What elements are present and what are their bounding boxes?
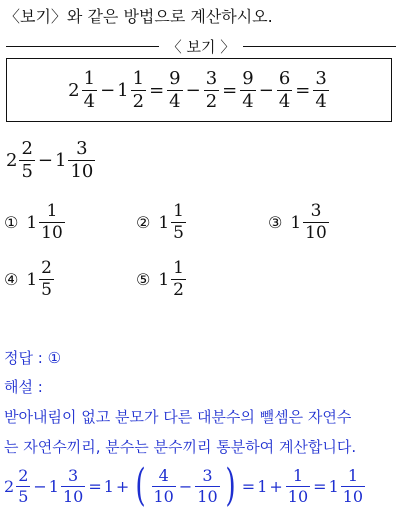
whole-number: 1 [26,269,38,290]
solution-expression [4,460,366,511]
fraction: $\frac{3}{10}$ [197,465,218,506]
minus-sign: − [33,476,47,496]
choice-number: ④ [4,270,19,289]
left-parenthesis: ( [135,460,147,511]
choice-3[interactable] [268,203,330,242]
label-rule-right [243,46,396,47]
fraction: 2 5 [18,465,29,506]
minus-sign: − [258,79,274,101]
fraction: 3 10 [305,201,327,243]
whole-number: 2 [4,476,15,496]
whole-number: 2 [68,79,80,101]
fraction: 1 5 [173,201,184,243]
fraction: $\frac{3}{2}$ [205,67,218,112]
whole-number: 2 [6,150,18,171]
whole-number: 1 [328,476,339,496]
example-box-label [0,36,400,57]
whole-number: 1 [290,212,302,233]
minus-sign: − [100,79,116,101]
whole-number: 1 [158,269,170,290]
fraction: $\frac{1}{2}$ [132,67,145,112]
choice-number: ③ [268,213,283,232]
whole-number: 1 [117,79,129,101]
fraction: $\frac{6}{4}$ [278,67,291,112]
explanation-label: 해설 : [4,378,43,396]
fraction: 4 10 [153,465,174,506]
fraction: 1 2 [173,258,184,300]
minus-sign: − [185,79,201,101]
equals-sign: = [149,79,165,101]
right-parenthesis: ) [225,460,236,511]
choice-2[interactable] [136,203,187,242]
equals-sign: = [222,79,238,101]
explanation-line-2: 는 자연수끼리, 분수는 분수끼리 통분하여 계산합니다. [4,438,357,456]
choice-5[interactable] [136,260,187,299]
fraction: $\frac{3}{4}$ [315,67,327,112]
fraction: 3 10 [70,138,94,182]
equals-sign: = [88,476,102,496]
choice-1[interactable] [4,203,66,242]
plus-sign: + [269,476,283,496]
fraction: $\frac{9}{4}$ [169,67,181,112]
fraction: 2 5 [21,138,33,182]
answer-label: 정답 : ① [4,349,62,367]
whole-number: 1 [26,212,38,233]
choice-number: ⑤ [136,270,151,289]
minus-sign: − [178,476,193,496]
choice-4[interactable] [4,260,55,299]
fraction: 1 10 [41,201,63,243]
label-rule-left [6,46,159,47]
explanation-line-1: 받아내림이 없고 분모가 다른 대분수의 뺄셈은 자연수 [4,408,352,426]
equals-sign: = [313,476,327,496]
whole-number: 1 [103,476,114,496]
minus-sign: − [37,150,53,171]
fraction: 1 10 [342,465,364,506]
whole-number: 1 [257,476,268,496]
choice-number: ② [136,213,151,232]
whole-number: 1 [158,212,170,233]
equals-sign: = [241,476,256,496]
equals-sign: = [295,79,311,101]
example-box [6,58,392,122]
fraction: $\frac{9}{4}$ [242,67,254,112]
fraction: 2 5 [41,258,52,300]
fraction: $\frac{3}{10}$ [62,465,84,506]
whole-number: 1 [48,476,59,496]
problem-expression [6,140,96,181]
plus-sign: + [115,476,130,496]
question-instruction: 〈보기〉와 같은 방법으로 계산하시오. [4,7,273,26]
fraction: 1 4 [83,67,96,112]
fraction: $\frac{1}{10}$ [287,465,309,506]
choice-number: ① [4,213,19,232]
whole-number: 1 [55,150,67,171]
example-label-text: 〈 보기 〉 [166,38,236,56]
